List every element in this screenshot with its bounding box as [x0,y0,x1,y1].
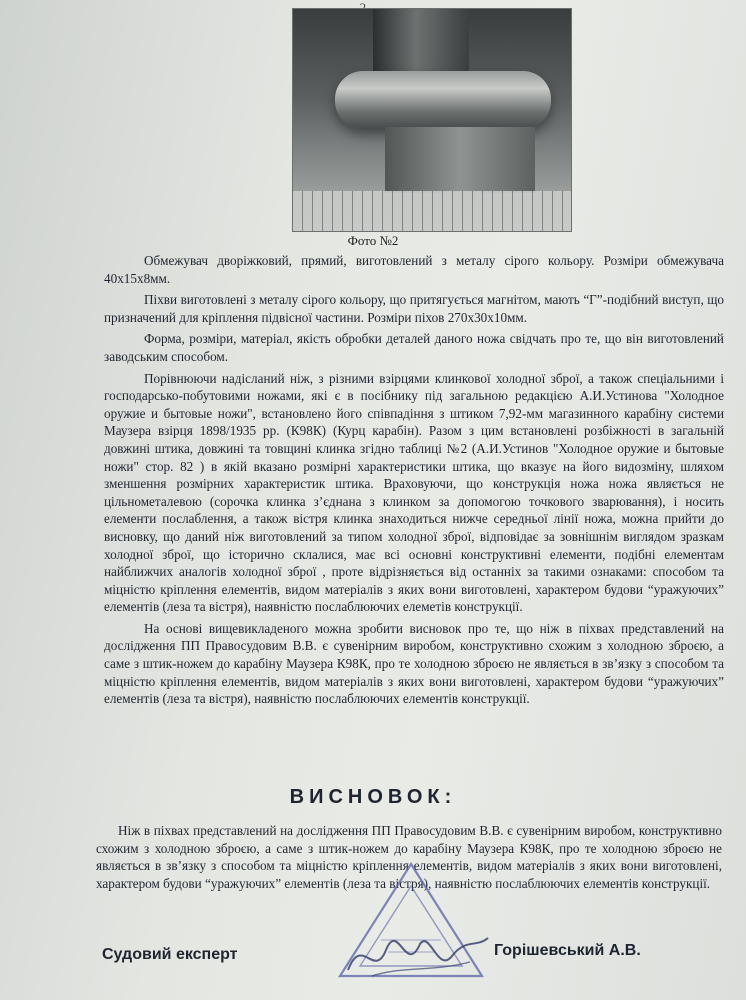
photo-blade [373,9,469,79]
paragraph: На основі вищевикладеного можна зробити висновок про те, що ніж в піхвах представлений на дослідження ПП Правосудовим В.В. є сувенірним виробом, конструктивно схожим з холодною зброєю, а саме з штик-ножем до карабіну Маузера К98К, про те холодною зброєю не являється в зв’язку з способом та міцністю кріплення елементів, видом матеріалів з яких вони виготовлені, характером будови “уражуючих” елементів (леза та вістря), наявністю послаблюючих елементів конструкції. [104,620,724,707]
paragraph: Піхви виготовлені з металу сірого кольору, що притягується магнітом, мають “Г”-подібний виступ, що призначений для кріплення підвісної частини. Розміри піхов 270х30х10мм. [104,292,724,325]
document-body [104,252,724,712]
paragraph: Обмежувач дворіжковий, прямий, виготовлений з металу сірого кольору. Розміри обмежувача 40х15х8мм. [104,253,724,286]
knife-photo [292,8,572,232]
conclusion-text: Ніж в піхвах представлений на дослідження ПП Правосудовим В.В. є сувенірним виробом, конструктивно схожим з холодною зброєю, а саме з штик-ножем до карабіну Маузера К98К, про те холодною зброєю не являється в зв’язку з способом та міцністю кріплення елементів, видом матеріалів з яких вони виготовлені, характером будови “уражуючих” елементів (леза та вістря), наявністю послаблюючих елементів конструкції. [96,823,722,891]
photo-grip [385,127,535,193]
conclusion-title: ВИСНОВОК: [289,786,457,808]
photo-guard [335,71,551,129]
signature-label: Судовий експерт [102,946,238,963]
handwritten-signature-icon [342,926,492,986]
paragraph: Порівнюючи надісланий ніж, з різними взірцями клинкової холодної зброї, а також спеціальними і господарсько-побутовими ножами, які є в посібнику під загальною редакцією А.И.Устинова "Холодное оружие и бытовые ножи", встановлено його співпадіння з штиком 7,92-мм магазинного карабіну системи Маузера взірця 1898/1935 рр. (К98К) (Курц карабін). Разом з цим встановлені розбіжності в загальній довжині штика, довжині та товщині клинка згідно таблиці №2 (А.И.Устинов "Холодное оружие и бытовые ножи" стор. 82 ) в якій вказано розмірні характеристики штика, що вказує на його видозміну, шляхом зменшення розмірних характеристик штика. Враховуючи, що конструкція ножа ножа являється не цільнометалевою (сорочка клинка з’єднана з клинком за допомогою точкового зварювання), і носить елементи послаблення, а також вістря клинка знаходиться нижче середньої лінії ножа, можна прийти до висновку, що даний ніж виготовлений за типом холодної зброї, відповідає за зовнішнім виглядом зразкам холодної зброї, що історично склалися, має всі основні конструктивні елементи, подібні елементам найближчих аналогів холодної зброї , проте відрізняється від останніх за такими ознаками: способом та міцністю кріплення елементів, видом матеріалів з яких вони виготовлені, характером будови “уражуючих” елементів (леза та вістря), наявністю послаблюючих елеметів конструкції. [104,370,724,615]
signature-name: Горішевський А.В. [494,942,641,959]
paragraph: Форма, розміри, матеріал, якість обробки деталей даного ножа свідчать про те, що він виготовлений заводським способом. [104,331,724,364]
photo-caption: Фото №2 [347,233,399,248]
photo-ruler [293,191,571,231]
